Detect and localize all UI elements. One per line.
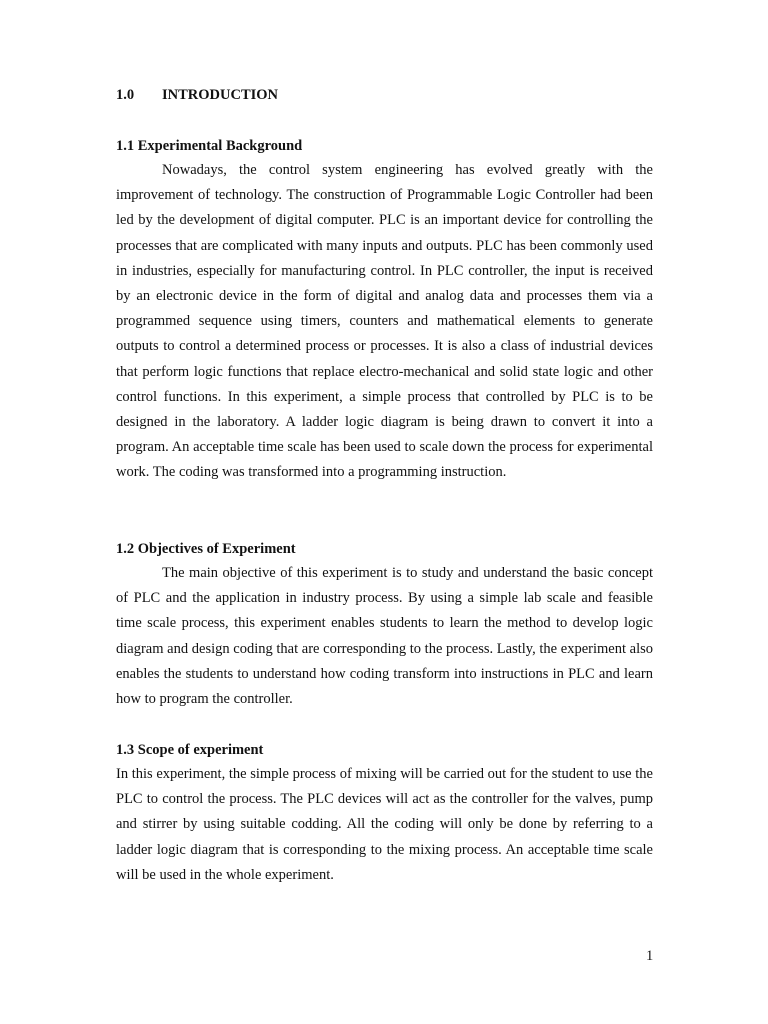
section-body-objectives: The main objective of this experiment is to study and understand the basic concept of PLC and the application in industry process. By using a simple lab scale and feasible time scale process, this experiment enables students to learn the method to develop logic diagram and design coding that are corresponding to the process. Lastly, the experiment also enables the students to understand how coding transform into instructions in PLC and learn how to program the controller.: [116, 565, 653, 708]
section-body-scope: In this experiment, the simple process of mixing will be carried out for the student to use the PLC to control the process. The PLC devices will act as the controller for the valves, pump and stirrer by using suitable codding. All the coding will only be done by referring to a ladder logic diagram that is corresponding to the mixing process. An acceptable time scale will be used in the whole experiment.: [116, 766, 653, 883]
section-title-background: 1.1 Experimental Background: [116, 138, 303, 154]
page-number: 1: [646, 948, 654, 964]
section-title-objectives: 1.2 Objectives of Experiment: [116, 541, 296, 557]
main-heading-title: INTRODUCTION: [162, 87, 279, 103]
section-title-scope: 1.3 Scope of experiment: [116, 742, 264, 758]
main-heading: [116, 87, 278, 104]
main-heading-number: 1.0: [116, 87, 135, 103]
section-body-background: Nowadays, the control system engineering has evolved greatly with the improvement of technology. The construction of Programmable Logic Controller had been led by the development of digital computer. PLC is an important device for controlling the processes that are complicated with many inputs and outputs. PLC has been commonly used in industries, especially for manufacturing control. In PLC controller, the input is received by an electronic device in the form of digital and analog data and processes them via a programmed sequence using timers, counters and mathematical elements to generate outputs to control a determined process or processes. It is also a class of industrial devices that perform logic functions that replace electro-mechanical and solid state logic and other control functions. In this experiment, a simple process that controlled by PLC is to be designed in the laboratory. A ladder logic diagram is being drawn to convert it into a program. An acceptable time scale has been used to scale down the process for experimental work. The coding was transformed into a programming instruction.: [116, 162, 653, 481]
